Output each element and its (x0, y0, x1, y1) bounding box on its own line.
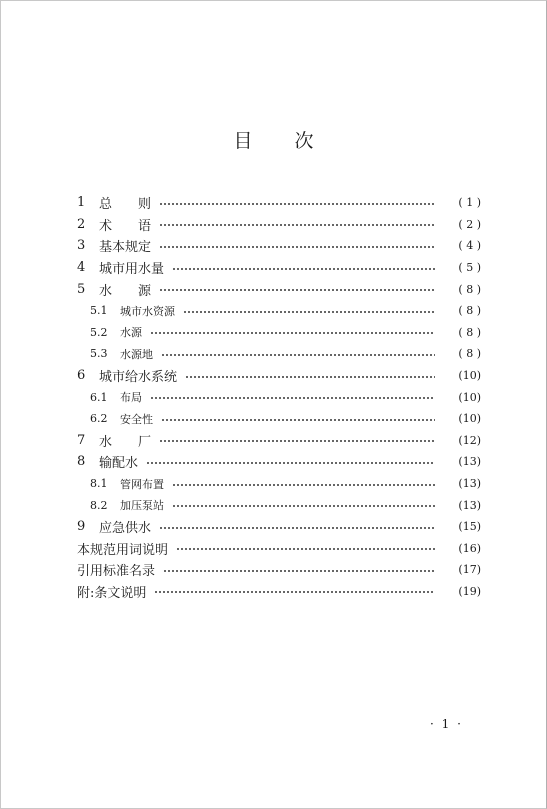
toc-entry[interactable] (77, 451, 481, 473)
toc-entry-page: ( 8 ) (458, 304, 481, 318)
toc-entry-page: (13) (458, 477, 481, 491)
toc-entry-number: 6.2 (90, 412, 108, 426)
toc-entry-page: (19) (458, 584, 481, 598)
toc-entry-label: 本规范用词说明 (77, 542, 169, 558)
toc-subentry[interactable] (77, 473, 481, 495)
toc-entry-page: (12) (458, 433, 481, 447)
toc-heading-char-2: 次 (294, 130, 314, 152)
dot-leader (183, 306, 435, 318)
dot-leader (159, 435, 435, 447)
dot-leader (176, 543, 435, 555)
toc-entry-number: 6.1 (90, 390, 108, 404)
toc-entry-page: (10) (458, 390, 481, 404)
toc-entry[interactable] (77, 365, 481, 387)
dot-leader (185, 371, 435, 383)
toc-entry-page: ( 4 ) (458, 239, 481, 253)
dot-leader (159, 198, 435, 210)
dot-leader (163, 565, 435, 577)
toc-entry-page: (13) (458, 455, 481, 469)
toc-entry[interactable] (77, 516, 481, 538)
dot-leader (172, 263, 435, 275)
toc-entry-number: 8.1 (90, 477, 108, 491)
toc-entry-number: 8.2 (90, 498, 108, 512)
toc-entry-page: (10) (458, 412, 481, 426)
dot-leader (159, 241, 435, 253)
toc-subentry[interactable] (77, 343, 481, 365)
toc-entry-label: 管网布置 (120, 477, 164, 491)
toc-entry-page: ( 8 ) (458, 282, 481, 296)
dot-leader (161, 349, 435, 361)
toc-entry-number: 5.3 (90, 347, 108, 361)
toc-entry-page: ( 2 ) (458, 217, 481, 231)
dot-leader (159, 522, 435, 534)
toc-entry-page: (16) (458, 541, 481, 555)
dot-leader (154, 586, 435, 598)
toc-entry[interactable] (77, 235, 481, 257)
page-number: · 1 · (430, 717, 463, 731)
toc-entry[interactable] (77, 559, 481, 581)
toc-entry[interactable] (77, 278, 481, 300)
toc-entry-page: (13) (458, 498, 481, 512)
toc-entry-label: 城市用水量 (99, 262, 165, 278)
toc-entry-label: 附:条文说明 (77, 585, 147, 601)
dot-leader (150, 392, 435, 404)
toc-entry-number: 9 (77, 519, 86, 535)
toc-entry[interactable] (77, 581, 481, 603)
toc-entry-label: 术 语 (99, 218, 152, 234)
toc-entry-page: ( 5 ) (458, 261, 481, 275)
toc-entry-label: 布局 (120, 391, 142, 405)
toc-subentry[interactable] (77, 494, 481, 516)
toc-entry-number: 5.1 (90, 304, 108, 318)
toc-entry-label: 引用标准名录 (77, 564, 156, 580)
toc-entry[interactable] (77, 538, 481, 560)
toc-entry-label: 总 则 (99, 197, 152, 213)
toc-subentry[interactable] (77, 408, 481, 430)
toc-entry-number: 5.2 (90, 325, 108, 339)
toc-entry-number: 6 (77, 368, 86, 384)
toc-entry-page: ( 8 ) (458, 347, 481, 361)
toc-entry-page: ( 8 ) (458, 325, 481, 339)
toc-subentry[interactable] (77, 386, 481, 408)
dot-leader (172, 500, 435, 512)
toc-entry-number: 3 (77, 238, 86, 254)
toc-entry-label: 加压泵站 (120, 499, 164, 513)
toc-entry-label: 基本规定 (99, 240, 152, 256)
toc-entry-number: 8 (77, 454, 86, 470)
toc-entry[interactable] (77, 430, 481, 452)
table-of-contents (77, 192, 481, 602)
toc-heading-char-1: 目 (233, 130, 253, 152)
toc-entry-label: 城市给水系统 (99, 370, 178, 386)
dot-leader (159, 219, 435, 231)
toc-entry-number: 5 (77, 281, 86, 297)
toc-entry-label: 城市水资源 (120, 304, 175, 318)
toc-entry-page: (15) (458, 520, 481, 534)
toc-heading (0, 126, 547, 153)
toc-entry-page: (17) (458, 563, 481, 577)
dot-leader (146, 457, 435, 469)
toc-entry-number: 1 (77, 195, 86, 211)
toc-entry-label: 水 厂 (99, 434, 152, 450)
toc-entry[interactable] (77, 257, 481, 279)
dot-leader (150, 327, 435, 339)
toc-entry-page: ( 1 ) (458, 196, 481, 210)
toc-entry-number: 2 (77, 216, 86, 232)
toc-entry-number: 4 (77, 260, 86, 276)
dot-leader (161, 414, 435, 426)
toc-entry-label: 输配水 (99, 456, 139, 472)
toc-entry-label: 安全性 (120, 412, 153, 426)
toc-entry[interactable] (77, 214, 481, 236)
toc-entry-number: 7 (77, 432, 86, 448)
toc-entry-label: 水源 (120, 326, 142, 340)
dot-leader (159, 284, 435, 296)
toc-subentry[interactable] (77, 300, 481, 322)
dot-leader (172, 479, 435, 491)
toc-entry[interactable] (77, 192, 481, 214)
toc-subentry[interactable] (77, 322, 481, 344)
toc-entry-label: 应急供水 (99, 521, 152, 537)
toc-entry-label: 水 源 (99, 283, 152, 299)
toc-entry-label: 水源地 (120, 347, 153, 361)
toc-entry-page: (10) (458, 369, 481, 383)
